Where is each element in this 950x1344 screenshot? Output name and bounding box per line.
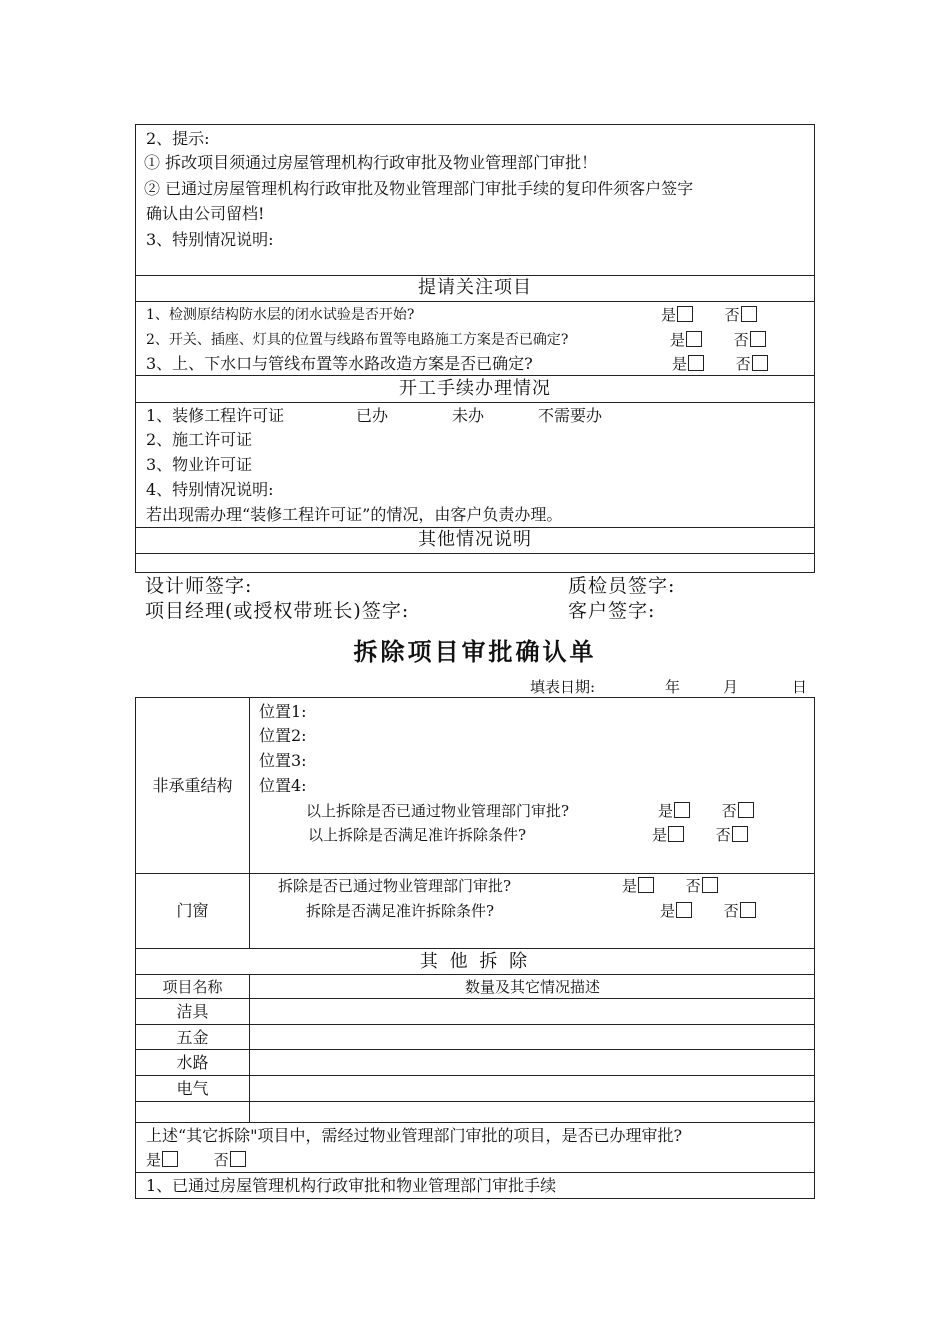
no-label: 否	[685, 877, 701, 895]
nonbearing-approval-question: 以上拆除是否已通过物业管理部门审批?	[306, 802, 570, 820]
hint-item-2-cont: 确认由公司留档!	[146, 204, 265, 223]
divider	[136, 1049, 814, 1050]
divider	[136, 974, 814, 975]
permit-item-2: 2、施工许可证	[146, 430, 253, 449]
other-demolition-title: 其 他 拆 除	[419, 951, 531, 972]
permit-item-3: 3、物业许可证	[146, 455, 253, 474]
yes-label: 是	[146, 1151, 162, 1169]
customer-signature-label: 客户签字:	[568, 600, 656, 622]
table-row-label: 电气	[176, 1079, 209, 1098]
no-label: 否	[733, 331, 749, 349]
approval-options	[146, 1150, 246, 1170]
permit-option-unneeded[interactable]: 不需要办	[538, 406, 603, 425]
hint-item-2: ② 已通过房屋管理机构行政审批及物业管理部门审批手续的复印件须客户签字	[144, 179, 694, 198]
yes-label: 是	[658, 802, 674, 820]
yes-label: 是	[672, 355, 688, 373]
yes-checkbox[interactable]	[686, 331, 702, 347]
yes-checkbox[interactable]	[674, 802, 690, 818]
no-label: 否	[735, 355, 751, 373]
permit-note: 若出现需办理“装修工程许可证”的情况，由客户负责办理。	[146, 505, 563, 524]
no-checkbox[interactable]	[738, 802, 754, 818]
fill-date-label: 填表日期:	[530, 678, 596, 696]
final-item: 1、已通过房屋管理机构行政审批和物业管理部门审批手续	[146, 1176, 557, 1195]
permit-item-1: 1、装修工程许可证	[146, 406, 285, 425]
other-notes-title: 其他情况说明	[418, 529, 532, 550]
table-row-label: 水路	[176, 1053, 209, 1072]
attention-item-1: 1、检测原结构防水层的闭水试验是否开始?	[146, 307, 415, 323]
divider	[136, 1024, 814, 1025]
table-row-label: 五金	[176, 1028, 209, 1047]
designer-signature-label: 设计师签字:	[145, 575, 253, 597]
no-label: 否	[724, 306, 740, 324]
approval-question: 上述“其它拆除"项目中，需经过物业管理部门审批的项目，是否已办理审批?	[146, 1126, 683, 1145]
manager-signature-label: 项目经理(或授权带班长)签字:	[145, 600, 410, 622]
year-label: 年	[665, 678, 681, 696]
no-checkbox[interactable]	[740, 902, 756, 918]
divider	[136, 1101, 814, 1102]
doors-approval-question: 拆除是否已通过物业管理部门审批?	[278, 877, 512, 895]
attention-section-title: 提请关注项目	[418, 277, 532, 298]
no-checkbox[interactable]	[230, 1151, 246, 1167]
no-label: 否	[723, 902, 739, 920]
divider	[136, 553, 814, 554]
yes-checkbox[interactable]	[668, 826, 684, 842]
month-label: 月	[723, 678, 739, 696]
yes-label: 是	[670, 331, 686, 349]
divider	[136, 1075, 814, 1076]
divider	[136, 402, 814, 403]
col-header-item-name: 项目名称	[162, 978, 223, 996]
yes-label: 是	[661, 306, 677, 324]
no-checkbox[interactable]	[752, 355, 768, 371]
permit-option-done[interactable]: 已办	[356, 406, 389, 425]
permit-item-4: 4、特别情况说明:	[146, 480, 274, 499]
position-1-label: 位置1:	[259, 702, 307, 721]
no-checkbox[interactable]	[741, 306, 757, 322]
nonbearing-condition-options	[652, 825, 748, 845]
day-label: 日	[792, 678, 808, 696]
nonbearing-condition-question: 以上拆除是否满足准许拆除条件?	[308, 826, 527, 844]
yes-checkbox[interactable]	[162, 1151, 178, 1167]
attention-item-2: 2、开关、插座、灯具的位置与线路布置等电路施工方案是否已确定?	[146, 332, 569, 348]
doors-condition-question: 拆除是否满足准许拆除条件?	[306, 902, 495, 920]
hint-item-1: ① 拆改项目须通过房屋管理机构行政审批及物业管理部门审批！	[144, 153, 598, 172]
inspector-signature-label: 质检员签字:	[568, 575, 676, 597]
no-checkbox[interactable]	[732, 826, 748, 842]
col-header-description: 数量及其它情况描述	[464, 978, 600, 996]
permit-option-not-done[interactable]: 未办	[452, 406, 485, 425]
special-note-label: 3、特别情况说明:	[146, 230, 274, 249]
yes-label: 是	[660, 902, 676, 920]
divider	[136, 1122, 814, 1123]
label-column-divider	[249, 698, 250, 948]
divider	[136, 1172, 814, 1173]
nonbearing-approval-options	[658, 801, 754, 821]
position-3-label: 位置3:	[259, 751, 307, 770]
no-label: 否	[213, 1151, 229, 1169]
form-title: 拆除项目审批确认单	[353, 637, 597, 666]
divider	[136, 301, 814, 302]
attention-item-3-options	[672, 354, 768, 374]
divider	[136, 998, 814, 999]
yes-checkbox[interactable]	[638, 877, 654, 893]
position-4-label: 位置4:	[259, 776, 307, 795]
yes-checkbox[interactable]	[688, 355, 704, 371]
attention-item-1-options	[661, 305, 757, 325]
position-2-label: 位置2:	[259, 726, 307, 745]
table-row-label: 洁具	[176, 1002, 209, 1021]
doors-condition-options	[660, 901, 756, 921]
top-form-box	[135, 124, 815, 573]
no-label: 否	[715, 826, 731, 844]
no-label: 否	[721, 802, 737, 820]
no-checkbox[interactable]	[750, 331, 766, 347]
yes-label: 是	[652, 826, 668, 844]
yes-checkbox[interactable]	[676, 902, 692, 918]
permits-section-title: 开工手续办理情况	[399, 378, 551, 399]
nonbearing-label: 非承重结构	[152, 776, 233, 795]
divider	[136, 948, 814, 949]
yes-label: 是	[622, 877, 638, 895]
demolition-form-box	[135, 697, 815, 1199]
attention-item-2-options	[670, 330, 766, 350]
divider	[136, 873, 814, 874]
no-checkbox[interactable]	[702, 877, 718, 893]
divider	[136, 375, 814, 376]
attention-item-3: 3、上、下水口与管线布置等水路改造方案是否已确定?	[146, 354, 533, 373]
doors-windows-label: 门窗	[176, 901, 209, 920]
yes-checkbox[interactable]	[677, 306, 693, 322]
doors-approval-options	[622, 876, 718, 896]
hint-heading: 2、提示:	[146, 129, 210, 148]
